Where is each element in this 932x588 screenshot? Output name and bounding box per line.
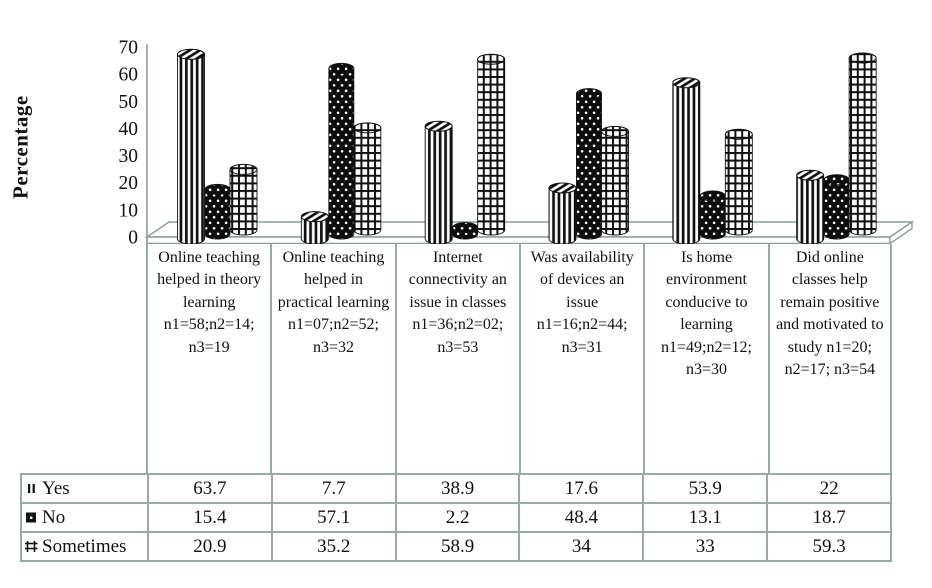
y-tick-label-30: 30 (118, 146, 138, 168)
table-row-yes (21, 474, 891, 503)
y-tick-label-70: 70 (118, 37, 138, 59)
value-cell: 22 (767, 474, 891, 503)
bar-yes-cat4 (549, 183, 576, 244)
value-cell: 59.3 (767, 532, 891, 561)
bar-no-cat5 (700, 191, 725, 239)
bar-yes-cat5 (673, 78, 700, 244)
legend-label-no: No (42, 506, 66, 528)
bar-no-cat6 (824, 175, 849, 239)
category-label: Online teaching helped in theory learning n1=58;n2=14; n3=19 (146, 244, 270, 473)
bar-sometimes-cat5 (725, 129, 752, 235)
bar-sometimes-cat2 (354, 123, 381, 235)
value-cell: 15.4 (148, 503, 272, 532)
value-cell: 57.1 (272, 503, 396, 532)
data-table (20, 473, 892, 562)
x-axis-category-labels (146, 244, 892, 473)
bar-no-cat4 (576, 89, 601, 239)
yes-stripes-swatch-icon (25, 482, 38, 495)
value-cell: 63.7 (148, 474, 272, 503)
y-tick-label-50: 50 (118, 91, 138, 113)
bar-no-cat2 (329, 63, 354, 239)
value-cell: 2.2 (396, 503, 520, 532)
value-cell: 13.1 (643, 503, 767, 532)
legend-cell-yes (21, 474, 148, 503)
bar-sometimes-cat4 (601, 126, 628, 235)
bar-sometimes-cat6 (849, 53, 876, 235)
table-row-no (21, 503, 891, 532)
bar-chart-canvas (0, 0, 932, 244)
category-label: Internet connectivity an issue in classes n1=36;n2=02; n3=53 (395, 244, 519, 473)
value-cell: 53.9 (643, 474, 767, 503)
value-cell: 17.6 (519, 474, 643, 503)
category-label: Online teaching helped in practical learning n1=07;n2=52; n3=32 (270, 244, 394, 473)
value-cell: 33 (643, 532, 767, 561)
value-cell: 20.9 (148, 532, 272, 561)
value-cell: 38.9 (396, 474, 520, 503)
value-cell: 7.7 (272, 474, 396, 503)
bar-yes-cat1 (178, 49, 205, 244)
sometimes-grid-swatch-icon (25, 540, 38, 553)
legend-label-sometimes: Sometimes (42, 535, 127, 557)
category-label: Did online classes help remain positive and motivated to study n1=20; n2=17; n3=54 (768, 244, 892, 473)
value-cell: 18.7 (767, 503, 891, 532)
y-tick-label-60: 60 (118, 64, 138, 86)
no-dotted-square-swatch-icon (25, 511, 38, 524)
bar-yes-cat3 (425, 121, 452, 244)
legend-cell-no (21, 503, 148, 532)
chart-floor-front (147, 237, 890, 244)
category-label: Was availability of devices an issue n1=16;n2=44; n3=31 (519, 244, 643, 473)
legend-cell-sometimes (21, 532, 148, 561)
y-tick-label-0: 0 (128, 227, 138, 244)
y-axis-title: Percentage (8, 95, 33, 200)
value-cell: 35.2 (272, 532, 396, 561)
bar-sometimes-cat3 (478, 54, 505, 235)
category-label: Is home environment conducive to learning n1=49;n2=12; n3=30 (643, 244, 767, 473)
y-tick-label-20: 20 (118, 173, 138, 195)
bar-yes-cat6 (797, 170, 824, 244)
table-row-sometimes (21, 532, 891, 561)
bar-sometimes-cat1 (230, 164, 257, 235)
y-tick-label-40: 40 (118, 118, 138, 140)
value-cell: 48.4 (519, 503, 643, 532)
bar-yes-cat2 (301, 212, 328, 244)
value-cell: 58.9 (396, 532, 520, 561)
value-cell: 34 (519, 532, 643, 561)
bar-no-cat1 (205, 184, 230, 239)
y-tick-label-10: 10 (118, 200, 138, 222)
bar-no-cat3 (453, 223, 478, 239)
legend-label-yes: Yes (42, 477, 70, 499)
